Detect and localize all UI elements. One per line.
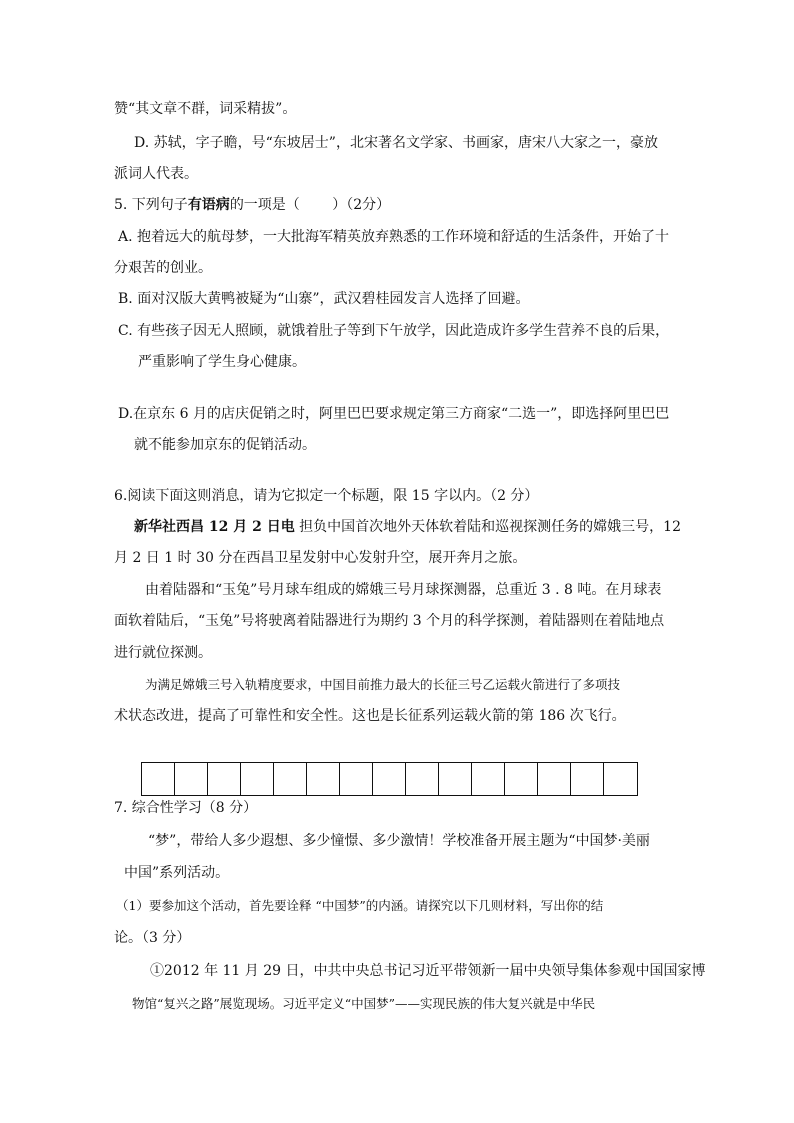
- news-line4: 面软着陆后，“玉兔”号将驶离着陆器进行为期约 3 个月的科学探测，着陆器则在着陆地点: [114, 613, 665, 629]
- option-a-line2: 分艰苦的创业。: [114, 260, 212, 276]
- q7-intro-line1: “梦”，带给人多少遐想、多少憧憬、多少激情！学校准备开展主题为“中国梦·美丽: [148, 833, 650, 849]
- question-6: 6.阅读下面这则消息，请为它拟定一个标题，限 15 字以内。（2 分）: [114, 488, 539, 504]
- answer-cell[interactable]: [571, 763, 604, 795]
- option-b: B. 面对汉版大黄鸭被疑为“山寨”，武汉碧桂园发言人选择了回避。: [118, 291, 530, 307]
- news-line3: 由着陆器和“玉兔”号月球车组成的嫦娥三号月球探测器，总重近 3 . 8 吨。在月球表: [145, 582, 662, 598]
- answer-cell[interactable]: [439, 763, 472, 795]
- q7-sub1-line2: 论。（3 分）: [114, 930, 191, 946]
- q7-intro-line2: 中国”系列活动。: [124, 865, 230, 881]
- q7-sub1-line1: （1）要参加这个活动，首先要诠释 “中国梦”的内涵。请探究以下几则材料，写出你的结: [116, 898, 604, 913]
- text-line: 赞“其文章不群，词采精拔”。: [114, 101, 297, 117]
- answer-cell[interactable]: [307, 763, 340, 795]
- q5-emphasis: 有语病: [187, 197, 230, 213]
- answer-cell[interactable]: [406, 763, 439, 795]
- answer-cell[interactable]: [175, 763, 208, 795]
- news-line7: 术状态改进，提高了可靠性和安全性。这也是长征系列运载火箭的第 186 次飞行。: [114, 708, 626, 724]
- q5-prefix: 5. 下列句子: [114, 197, 188, 213]
- answer-cell[interactable]: [538, 763, 571, 795]
- answer-cell[interactable]: [604, 763, 637, 795]
- option-d-line: D. 苏轼，字子瞻，号“东坡居士”，北宋著名文学家、书画家，唐宋八大家之一，豪放: [134, 135, 658, 151]
- option-a-line1: A. 抱着远大的航母梦，一大批海军精英放弃熟悉的工作环境和舒适的生活条件，开始了十: [118, 229, 670, 245]
- option-d5-line2: 就不能参加京东的促销活动。: [134, 437, 316, 453]
- news-dateline: 新华社西昌 12 月 2 日电: [134, 519, 295, 535]
- option-c-line2: 严重影响了学生身心健康。: [138, 354, 306, 370]
- news-line5: 进行就位探测。: [114, 645, 212, 661]
- text-line: 派词人代表。: [114, 166, 198, 182]
- q5-suffix: 的一项是（ ）（2分）: [229, 197, 391, 213]
- news-line6: 为满足嫦娥三号入轨精度要求，中国目前推力最大的长征三号乙运载火箭进行了多项技: [145, 677, 621, 692]
- answer-cell[interactable]: [241, 763, 274, 795]
- answer-cell[interactable]: [208, 763, 241, 795]
- news-line1: [134, 518, 681, 536]
- answer-cell[interactable]: [142, 763, 175, 795]
- material-1-line1: ①2012 年 11 月 29 日，中共中央总书记习近平带领新一届中央领导集体参观中国国家博: [150, 963, 706, 979]
- question-7: 7. 综合性学习（8 分）: [114, 800, 258, 816]
- answer-cell[interactable]: [340, 763, 373, 795]
- answer-grid[interactable]: [141, 762, 638, 796]
- news-lead: 担负中国首次地外天体软着陆和巡视探测任务的嫦娥三号，12: [294, 519, 681, 535]
- material-1-line2: 物馆“复兴之路”展览现场。习近平定义“中国梦”——实现民族的伟大复兴就是中华民: [132, 996, 596, 1011]
- option-d5-line1: D.在京东 6 月的店庆促销之时，阿里巴巴要求规定第三方商家“二选一”，即选择阿里巴巴: [118, 406, 670, 422]
- answer-cell[interactable]: [472, 763, 505, 795]
- option-c-line1: C. 有些孩子因无人照顾，就饿着肚子等到下午放学，因此造成许多学生营养不良的后果，: [118, 323, 670, 339]
- answer-cell[interactable]: [373, 763, 406, 795]
- news-line2: 月 2 日 1 时 30 分在西昌卫星发射中心发射升空，展开奔月之旅。: [114, 550, 527, 566]
- answer-cell[interactable]: [274, 763, 307, 795]
- answer-cell[interactable]: [505, 763, 538, 795]
- question-5: [114, 196, 390, 214]
